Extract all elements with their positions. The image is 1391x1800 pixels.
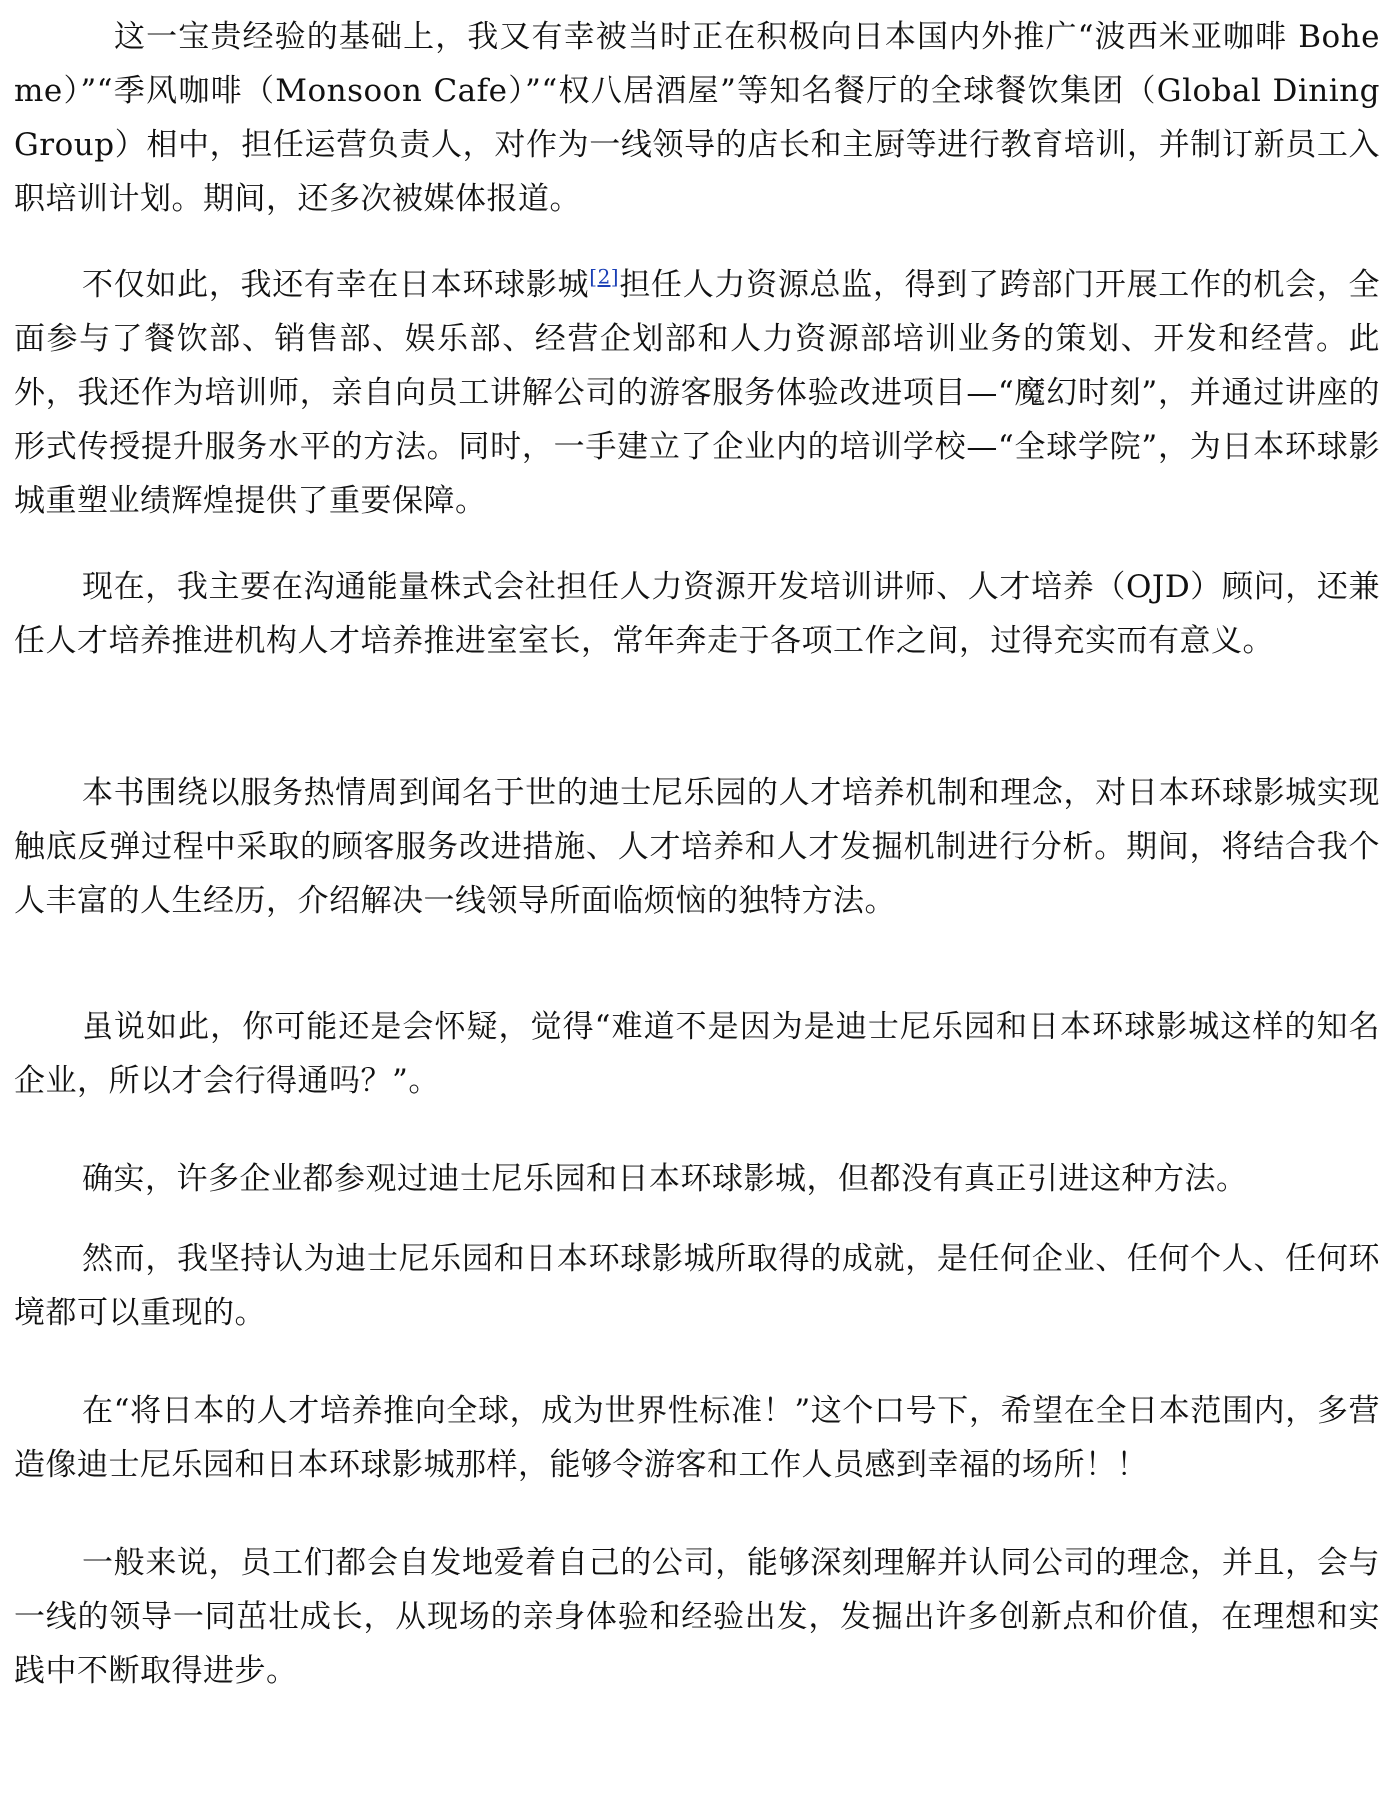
paragraph-text-after-note: 担任人力资源总监，得到了跨部门开展工作的机会，全面参与了餐饮部、销售部、娱乐部、经营企划部和人力资源部培训业务的策划、开发和经营。此外，我还作为培训师，亲自向员工讲解公司的游客服务体验改进项目—“魔幻时刻”，并通过讲座的形式传授提升服务水平的方法。同时，一手建立了企业内的培训学校—“全球学院”，为日本环球影城重塑业绩辉煌提供了重要保障。 bbox=[14, 267, 1381, 519]
paragraph-current-role: 现在，我主要在沟通能量株式会社担任人力资源开发培训讲师、人才培养（OJD）顾问，还兼任人才培养推进机构人才培养推进室室长，常年奔走于各项工作之间，过得充实而有意义。 bbox=[14, 569, 1380, 659]
footnote-reference-link[interactable]: [2] bbox=[589, 264, 620, 289]
paragraph-book-overview: 本书围绕以服务热情周到闻名于世的迪士尼乐园的人才培养机制和理念，对日本环球影城实现触底反弹过程中采取的顾客服务改进措施、人才培养和人才发掘机制进行分析。期间，将结合我个人丰富的人生经历，介绍解决一线领导所面临烦恼的独特方法。 bbox=[14, 775, 1380, 919]
paragraph-employees: 一般来说，员工们都会自发地爱着自己的公司，能够深刻理解并认同公司的理念，并且，会与一线的领导一同茁壮成长，从现场的亲身体验和经验出发，发掘出许多创新点和价值，在理想和实践中不断取得进步。 bbox=[14, 1545, 1380, 1689]
paragraph-text-before-note: 不仅如此，我还有幸在日本环球影城 bbox=[82, 267, 590, 303]
paragraph-reproducible: 然而，我坚持认为迪士尼乐园和日本环球影城所取得的成就，是任何企业、任何个人、任何环境都可以重现的。 bbox=[14, 1241, 1380, 1331]
paragraph-doubt: 虽说如此，你可能还是会怀疑，觉得“难道不是因为是迪士尼乐园和日本环球影城这样的知名企业，所以才会行得通吗？”。 bbox=[14, 1009, 1380, 1099]
paragraph-slogan: 在“将日本的人才培养推向全球，成为世界性标准！”这个口号下，希望在全日本范围内，多营造像迪士尼乐园和日本环球影城那样，能够令游客和工作人员感到幸福的场所！！ bbox=[14, 1393, 1380, 1483]
paragraph-global-dining: 这一宝贵经验的基础上，我又有幸被当时正在积极向日本国内外推广“波西米亚咖啡 Boheme）”“季风咖啡（Monsoon Cafe）”“权八居酒屋”等知名餐厅的全球餐饮集团（Global Dining Group）相中，担任运营负责人，对作为一线领导的店长和主厨等进行教育培训，并制订新员工入职培训计划。期间，还多次被媒体报道。 bbox=[14, 19, 1380, 217]
paragraph-companies-visited: 确实，许多企业都参观过迪士尼乐园和日本环球影城，但都没有真正引进这种方法。 bbox=[82, 1161, 1248, 1197]
paragraph-universal-studios bbox=[14, 258, 1380, 528]
